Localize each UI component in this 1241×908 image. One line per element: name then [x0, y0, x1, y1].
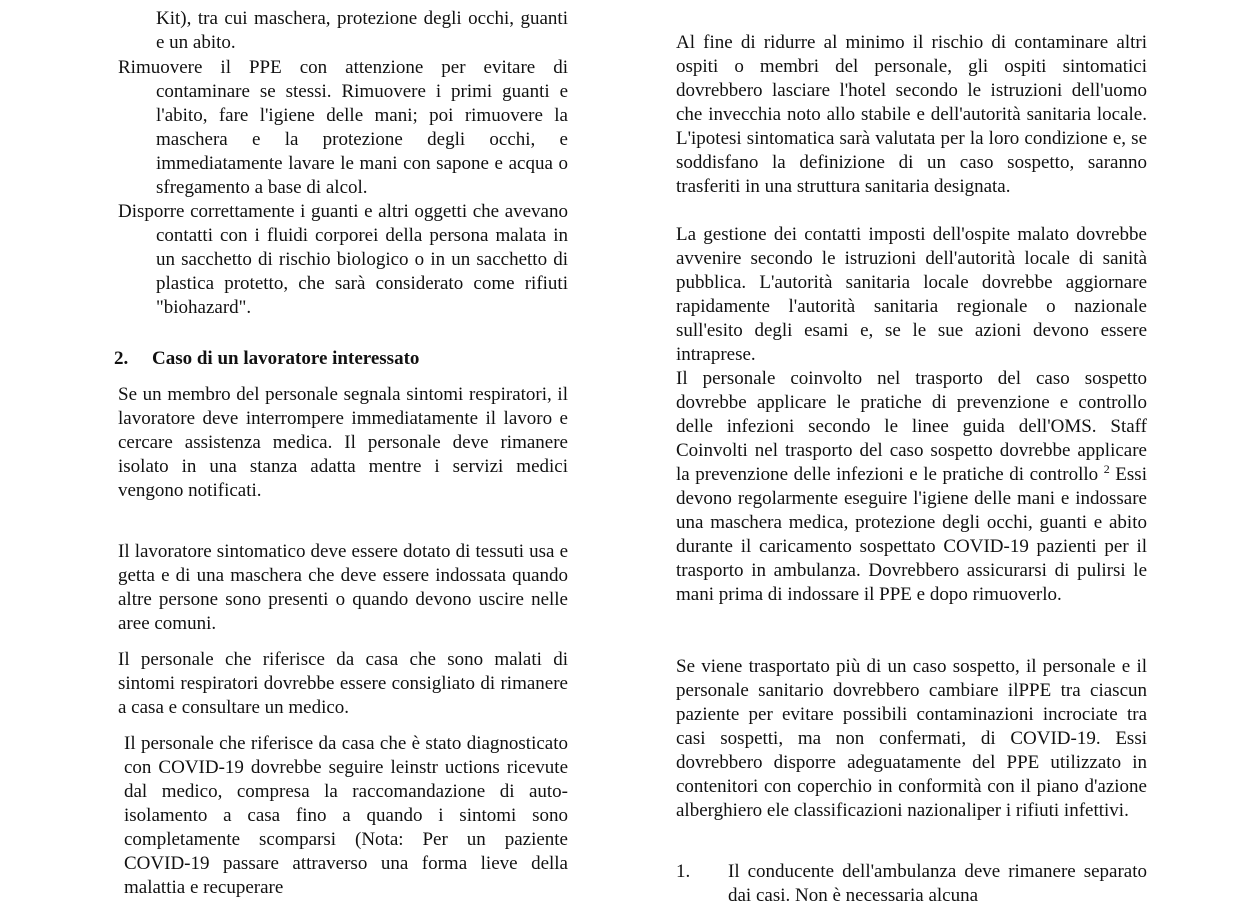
transport-text-a: Il personale coinvolto nel trasporto del caso sospetto dovrebbe applicare le pratiche di prevenzione e controllo delle infezioni secondo le linee guida dell'OMS. Staff Coinvolti nel trasporto del caso sospetto dovrebbe applicare la prevenzione delle infezioni e le pratiche di controllo: [676, 368, 1147, 485]
numbered-item: [676, 860, 1147, 908]
paragraph-multiple-cases: Se viene trasportato più di un caso sospetto, il personale e il personale sanitario dovrebbero cambiare ilPPE tra ciascun paziente per evitare possibili contaminazioni incrociate tra casi sospetti, ma non confermati, di COVID-19. Essi dovrebbero disporre adeguatamente del PPE utilizzato in contenitori con coperchio in conformità con il piano d'azione alberghiero ele classificazioni nazionaliper i rifiuti infettivi.: [676, 656, 1147, 821]
numbered-item-text: Il conducente dell'ambulanza deve rimanere separato dai casi. Non è necessaria alcuna: [728, 861, 1147, 906]
paragraph-worker-symptoms: Se un membro del personale segnala sintomi respiratori, il lavoratore deve interrompere immediatamente il lavoro e cercare assistenza medica. Il personale deve rimanere isolato in una stanza adatta mentre i servizi medici vengono notificati.: [118, 384, 568, 501]
numbered-item-number: 1.: [676, 861, 691, 882]
paragraph-guests: Al fine di ridurre al minimo il rischio di contaminare altri ospiti o membri del personale, gli ospiti sintomatici dovrebbero lasciare l'hotel secondo le istruzioni dell'uomo che invecchia noto allo stabile e dell'autorità sanitaria locale. L'ipotesi sintomatica sarà valutata per la loro condizione e, se soddisfano la definizione di un caso sospetto, saranno trasferiti in una struttura sanitaria designata.: [676, 32, 1147, 197]
paragraph-worker-mask: Il lavoratore sintomatico deve essere dotato di tessuti usa e getta e di una maschera che deve essere indossata quando altre persone sono presenti o quando devono uscire nelle aree comuni.: [118, 541, 568, 634]
transport-text-b: Essi devono regolarmente eseguire l'igiene delle mani e indossare una maschera medica, protezione degli occhi, guanti e abito durante il caricamento sospettato COVID-19 pazienti per il trasporto in ambulanza. Dovrebbero assicurarsi di pulirsi le mani prima di indossare il PPE e dopo rimuoverlo.: [676, 464, 1147, 605]
footnote-ref: 2: [1103, 462, 1110, 476]
paragraph-staff-covid: Il personale che riferisce da casa che è stato diagnosticato con COVID-19 dovrebbe seguire leinstr uctions ricevute dal medico, compresa la raccomandazione di auto-isolamento a casa fino a quando i sintomi sono completamente scomparsi (Nota: Per un paziente COVID-19 passare attraverso una forma lieve della malattia e recuperare: [124, 733, 568, 898]
paragraph-staff-home: Il personale che riferisce da casa che sono malati di sintomi respiratori dovrebbe essere consigliato di rimanere a casa e consultare un medico.: [118, 649, 568, 718]
section-number: 2.: [114, 348, 129, 369]
section-title: Caso di un lavoratore interessato: [152, 348, 420, 369]
paragraph-transport: [676, 367, 1147, 607]
paragraph-contacts: La gestione dei contatti imposti dell'ospite malato dovrebbe avvenire secondo le istruzioni dell'autorità locale di sanità pubblica. L'autorità sanitaria locale dovrebbe aggiornare rapidamente l'autorità sanitaria regionale o nazionale sull'esito degli esami e, se le sue azioni devono essere intraprese.: [676, 224, 1147, 365]
list-item-fragment: Kit), tra cui maschera, protezione degli occhi, guanti e un abito.: [156, 8, 568, 53]
section-heading: [114, 347, 568, 371]
list-item-remove-ppe: Rimuovere il PPE con attenzione per evitare di contaminare se stessi. Rimuovere i primi guanti e l'abito, fare l'igiene delle mani; poi rimuovere la maschera e la protezione degli occhi, e immediatamente lavare le mani con sapone e acqua o sfregamento a base di alcol.: [118, 57, 568, 198]
list-item-dispose: Disporre correttamente i guanti e altri oggetti che avevano contatti con i fluidi corporei della persona malata in un sacchetto di rischio biologico o in un sacchetto di plastica protetto, che sarà considerato come rifiuti "biohazard".: [118, 201, 568, 318]
